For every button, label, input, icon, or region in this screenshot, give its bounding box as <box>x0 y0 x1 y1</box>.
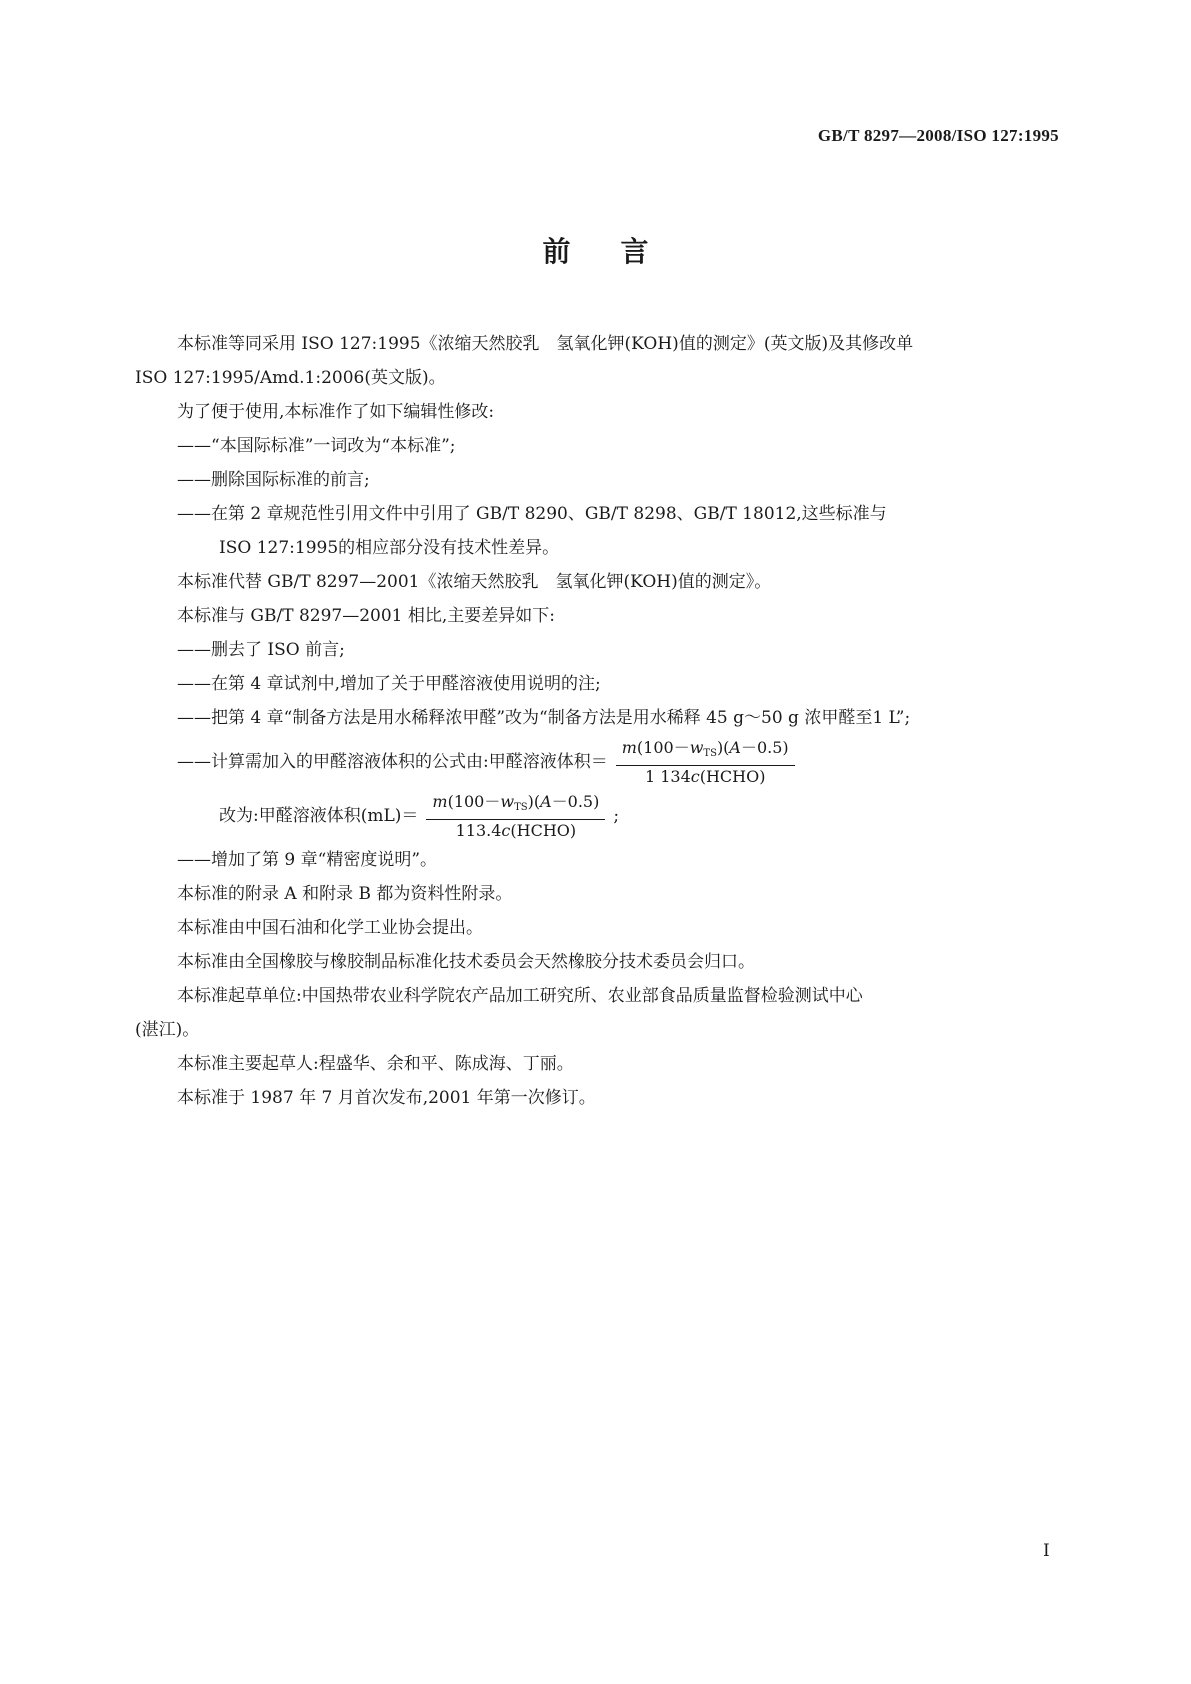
paragraph-drafters: 本标准主要起草人:程盛华、余和平、陈成海、丁丽。 <box>177 1054 574 1074</box>
paragraph-proposed-by: 本标准由中国石油和化学工业协会提出。 <box>177 918 483 938</box>
list-item: ——在第 2 章规范性引用文件中引用了 GB/T 8290、GB/T 8298、GB/T 18012,这些标准与 <box>177 504 887 524</box>
formula-new-line <box>135 789 1063 843</box>
foreword-body <box>135 327 1063 1115</box>
formula-new-prefix: 改为:甲醛溶液体积(mL)＝ <box>219 806 419 826</box>
formula-new-suffix: ; <box>613 806 620 826</box>
page-title: 前言 <box>542 235 699 268</box>
list-item: ——删除国际标准的前言; <box>177 470 370 490</box>
paragraph-history: 本标准于 1987 年 7 月首次发布,2001 年第一次修订。 <box>177 1088 596 1108</box>
paragraph-annexes: 本标准的附录 A 和附录 B 都为资料性附录。 <box>177 884 513 904</box>
formula-new-fraction <box>426 791 605 842</box>
paragraph-editorial: 为了便于使用,本标准作了如下编辑性修改: <box>177 402 495 422</box>
page-number: I <box>1043 1541 1050 1561</box>
formula-old-denominator: 1 134c(HCHO) <box>644 766 766 786</box>
standard-code-header: GB/T 8297—2008/ISO 127:1995 <box>817 126 1059 145</box>
paragraph-drafting-units: 本标准起草单位:中国热带农业科学院农产品加工研究所、农业部食品质量监督检验测试中心 <box>177 986 863 1006</box>
formula-old-line <box>135 735 1063 789</box>
paragraph-adoption: 本标准等同采用 ISO 127:1995《浓缩天然胶乳 氢氧化钾(KOH)值的测定》(英文版)及其修改单 <box>177 334 914 354</box>
formula-new-numerator: $m(100-w_{TS})(A-0.5)$ <box>426 791 605 820</box>
formula-new-denominator: 113.4c(HCHO) <box>455 820 577 840</box>
paragraph-replaces: 本标准代替 GB/T 8297—2001《浓缩天然胶乳 氢氧化钾(KOH)值的测定》。 <box>177 572 772 592</box>
list-item: ——删去了 ISO 前言; <box>177 640 345 660</box>
formula-old-prefix: ——计算需加入的甲醛溶液体积的公式由:甲醛溶液体积＝ <box>177 752 608 772</box>
list-item: ——在第 4 章试剂中,增加了关于甲醛溶液使用说明的注; <box>177 674 601 694</box>
formula-old-fraction <box>616 737 795 788</box>
paragraph-adoption-cont: ISO 127:1995/Amd.1:2006(英文版)。 <box>135 368 446 388</box>
paragraph-differences: 本标准与 GB/T 8297—2001 相比,主要差异如下: <box>177 606 556 626</box>
list-item: ——增加了第 9 章“精密度说明”。 <box>177 850 438 870</box>
formula-old-numerator: $m(100-w_{TS})(A-0.5)$ <box>616 737 795 766</box>
list-item-cont: ISO 127:1995的相应部分没有技术性差异。 <box>219 538 560 558</box>
list-item: ——把第 4 章“制备方法是用水稀释浓甲醛”改为“制备方法是用水稀释 45 g～50 g 浓甲醛至1 L”; <box>177 708 911 728</box>
paragraph-centralized-by: 本标准由全国橡胶与橡胶制品标准化技术委员会天然橡胶分技术委员会归口。 <box>177 952 755 972</box>
list-item: ——“本国际标准”一词改为“本标准”; <box>177 436 456 456</box>
paragraph-drafting-units-cont: (湛江)。 <box>135 1020 200 1040</box>
